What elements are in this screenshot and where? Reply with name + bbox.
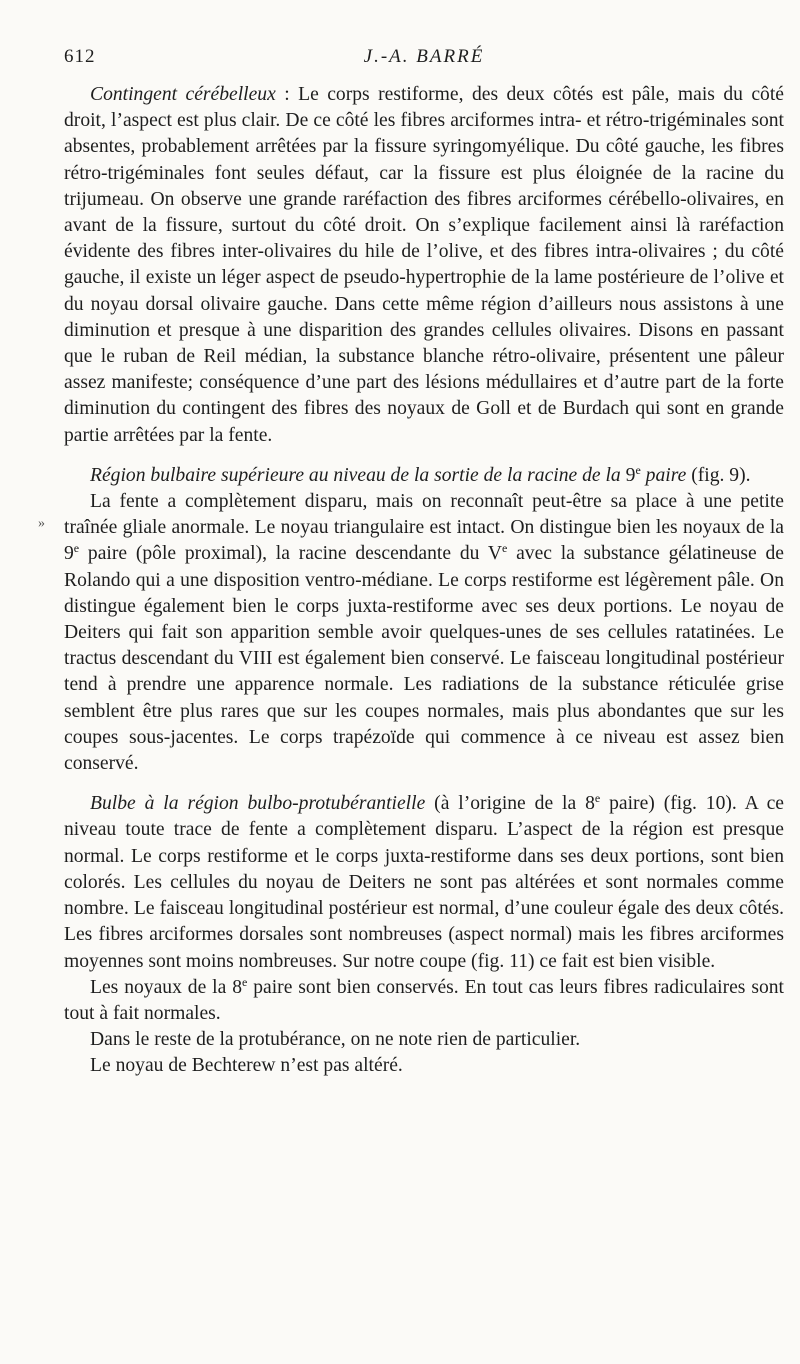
running-head-author: J.-A. BARRÉ — [363, 46, 485, 67]
paragraph-lead: Contingent cérébelleux — [90, 84, 276, 105]
body-text — [64, 82, 784, 1080]
paragraph-bulbe-protuberantielle: Bulbe à la région bulbo-protubérantielle (à l’origine de la 8e paire) (fig. 10). A ce niveau toute trace de fente a complètement disparu. L’aspect de la région est presque normal. Le corps restiforme et le corps juxta-restiforme dans ses deux portions, sont bien colorés. Les cellules du noyau de Deiters ne sont pas altérées et sont normales comme nombre. Le faisceau longitudinal postérieur est normal, d’une couleur égale des deux côtés. Les fibres arciformes dorsales sont nombreuses (aspect normal) mais les fibres arciformes moyennes sont moins nombreuses. Sur notre coupe (fig. 11) ce fait est bien visible. — [64, 791, 784, 972]
margin-dot: » — [38, 516, 45, 531]
paragraph-fente-disparu: La fente a complètement disparu, mais on reconnaît peut-être sa place à une petite traînée gliale anormale. Le noyau triangulaire est intact. On distingue bien les noyaux de la 9e paire (pôle proximal), la racine descendante du Ve avec la substance gélatineuse de Rolando qui a une disposition ventro-médiane. Le corps restiforme est légèrement pâle. On distingue également bien le corps juxta-restiforme avec ses deux portions. Le noyau de Deiters qui fait son apparition semble avoir quelques-unes de ses cellules ratatinées. Le tractus descendant du VIII est également bien conservé. Le faisceau longitudinal postérieur tend à prendre une apparence normale. Les radiations de la substance réticulée grise semblent être plus rares que sur les coupes normales, mais plus abondantes que sur les coupes sous-jacentes. Le corps trapézoïde qui commence à ce niveau est assez bien conservé. — [64, 491, 784, 775]
paragraph-protuberance: Dans le reste de la protubérance, on ne note rien de particulier. — [90, 1029, 581, 1051]
page-header — [64, 46, 784, 72]
paragraph-bechterew: Le noyau de Bechterew n’est pas altéré. — [90, 1055, 403, 1077]
page-number: 612 — [64, 46, 96, 67]
paragraph-noyaux-8e-paire: Les noyaux de la 8e paire sont bien conservés. En tout cas leurs fibres radiculaires sont tout à fait normales. — [64, 974, 784, 1024]
section-heading-bulbe: Bulbe à la région bulbo-protubérantielle — [90, 793, 426, 815]
paragraph-contingent-cerebelleux: Contingent cérébelleux : Le corps restiforme, des deux côtés est pâle, mais du côté droit, l’aspect est plus clair. De ce côté les fibres arciformes intra- et rétro-trigéminales sont absentes, probablement arrêtées par la fissure syringomyélique. Du côté gauche, les fibres rétro-trigéminales font seules défaut, car la fissure est plus éloignée de la racine du trijumeau. On observe une grande raréfaction des fibres arciformes cérébello-olivaires, en avant de la fissure, surtout du côté droit. On s’explique facilement ainsi là raréfaction évidente des fibres inter-olivaires du hile de l’olive, et des fibres intra-olivaires ; du côté gauche, il existe un léger aspect de pseudo-hypertrophie de la lame postérieure de l’olive et du noyau dorsal olivaire gauche. Dans cette même région d’ailleurs nous assistons à une diminution et presque à une disparition des grandes cellules olivaires. Disons en passant que le ruban de Reil médian, la substance blanche rétro-olivaire, présentent une pâleur assez manifeste; conséquence d’une part des lésions médullaires et d’autre part de la forte diminution du contingent des fibres des noyaux de Goll et de Burdach qui sont en grande partie arrêtées par la fente. — [64, 84, 784, 446]
section-heading-region-bulbaire: Région bulbaire supérieure au niveau de la sortie de la racine de la 9e paire (fig. 9). — [90, 462, 751, 486]
